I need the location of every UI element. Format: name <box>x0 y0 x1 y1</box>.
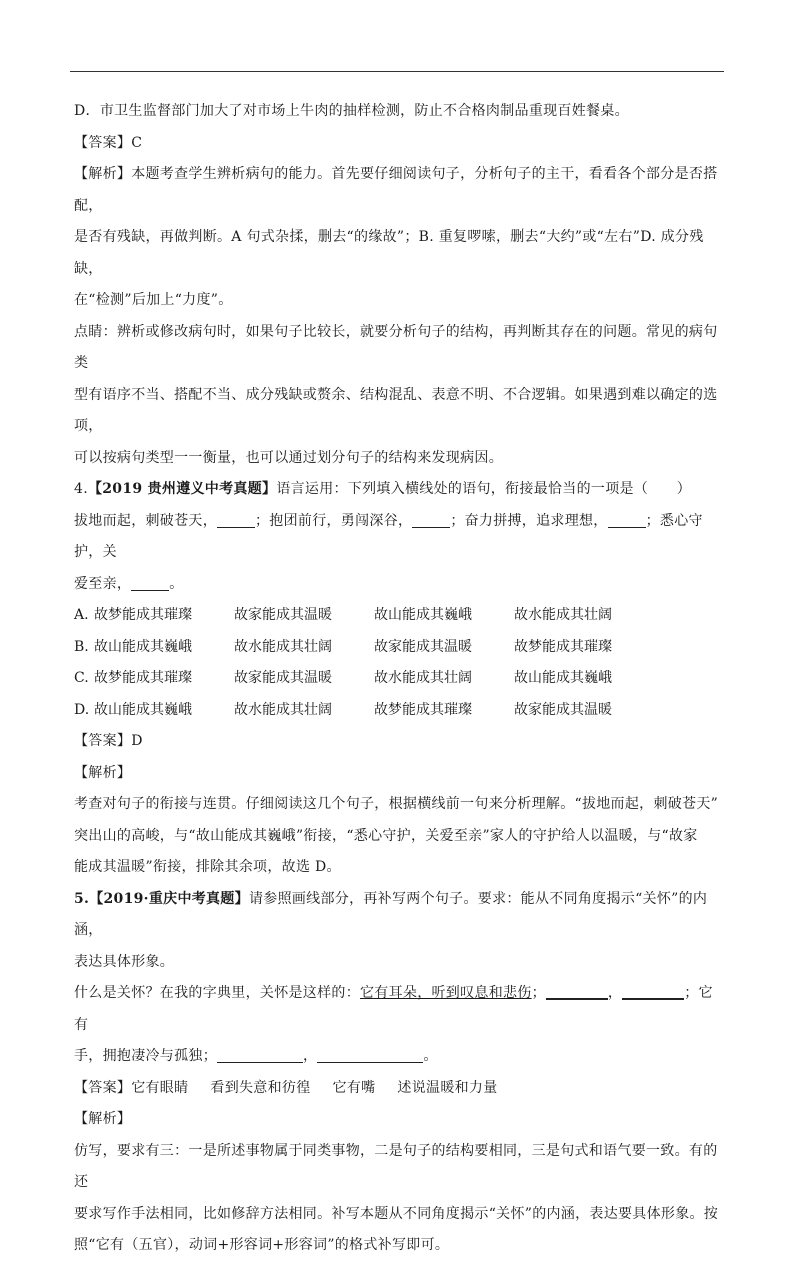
q5-stem <box>74 884 722 947</box>
q4-blank-1[interactable] <box>217 513 255 528</box>
q5-analysis-title: 【解析】 <box>74 1111 132 1127</box>
q5-passage-line: 什么是关怀？在我的字典里，关怀是这样的：它有耳朵，听到叹息和悲伤； ， ；它有 <box>74 985 713 1033</box>
q4-option-b[interactable]: B. 故山能成其巍峨 故水能成其壮阔 故家能成其温暖 故梦能成其璀璨 <box>74 632 722 664</box>
q5-blank-3[interactable] <box>217 1048 303 1063</box>
option-item: 故山能成其巍峨 <box>94 701 192 718</box>
q5-stem-line: 表达具体形象。 <box>74 953 175 970</box>
answer-part: 它有嘴 <box>332 1079 376 1096</box>
q5-analysis-line: 仿写，要求有三：一是所述事物属于同类事物，二是句子的结构要相同，三是句式和语气要一致。有的还 <box>74 1142 718 1190</box>
q5-answer: 【答案】它有眼睛 看到失意和彷徨 它有嘴 述说温暖和力量 <box>74 1073 722 1105</box>
q5-analysis-line: 照“它有（五官），动词+形容词+形容词”的格式补写即可。 <box>74 1237 450 1253</box>
answer-part: 它有眼睛 <box>131 1079 189 1096</box>
option-item: 故家能成其温暖 <box>234 670 332 686</box>
option-item: 故山能成其巍峨 <box>514 670 612 686</box>
q5-blank-4[interactable] <box>317 1048 423 1063</box>
q5-source: 【2019·重庆中考真题】 <box>89 890 249 907</box>
option-item: 故梦能成其璀璨 <box>514 638 612 655</box>
q4-stem-text: 语言运用：下列填入横线处的语句，衔接最恰当的一项是（ ） <box>276 481 692 497</box>
option-item: 故水能成其壮阔 <box>514 607 612 623</box>
q4-analysis-line: 突出山的高峻，与“故山能成其巍峨”衔接，“悉心守护，关爱至亲”家人的守护给人以温暖，与“故家 <box>74 827 698 844</box>
q5-passage-line: 手，拥抱凄冷与孤独； ， 。 <box>74 1048 438 1064</box>
q4-blank-3[interactable] <box>608 513 646 528</box>
q4-source: 【2019 贵州遵义中考真题】 <box>87 481 277 497</box>
option-item: 故梦能成其璀璨 <box>94 607 192 623</box>
q5-blank-2[interactable] <box>622 984 684 1000</box>
q4-analysis-title: 【解析】 <box>74 764 132 781</box>
q4-analysis-line: 能成其温暖”衔接，排除其余项，故选 D。 <box>74 859 341 875</box>
option-item: 故水能成其壮阔 <box>374 670 472 686</box>
option-item: 故水能成其壮阔 <box>234 638 332 655</box>
q5-analysis-line: 要求写作手法相同，比如修辞方法相同。补写本题从不同角度揭示“关怀”的内涵，表达要具体形象。按 <box>74 1205 719 1222</box>
q4-option-a[interactable]: A. 故梦能成其璀璨 故家能成其温暖 故山能成其巍峨 故水能成其壮阔 <box>74 600 722 632</box>
q4-answer: 【答案】D <box>74 733 143 749</box>
q3-analysis-line: 是否有残缺，再做判断。A 句式杂揉，删去“的缘故”；B. 重复啰嗦，删去“大约”或“左右”D. 成分残缺， <box>74 229 704 277</box>
q3-tip-line: 型有语序不当、搭配不当、成分残缺或赘余、结构混乱、表意不明、不合逻辑。如果遇到难以确定的选项， <box>74 386 718 434</box>
option-item: 故水能成其壮阔 <box>234 701 332 718</box>
option-item: 故家能成其温暖 <box>514 701 612 718</box>
q4-passage-line: 爱至亲， 。 <box>74 575 184 592</box>
q5-number: 5. <box>74 890 90 907</box>
q3-analysis-line: 【解析】本题考查学生辨析病句的能力。首先要仔细阅读句子，分析句子的主干，看看各个部分是否搭配， <box>74 166 718 214</box>
q4-analysis-line: 考查对句子的衔接与连贯。仔细阅读这几个句子，根据横线前一句来分析理解。“拔地而起，刺破苍天” <box>74 796 719 812</box>
option-item: 故山能成其巍峨 <box>94 638 192 655</box>
q4-passage-line: 拔地而起，刺破苍天， ；抱团前行，勇闯深谷， ；奋力拼搏，追求理想， ；悉心守护，关 <box>74 512 703 560</box>
q4-stem <box>74 474 722 506</box>
q5-underlined-example: 它有耳朵，听到叹息和悲伤 <box>360 985 532 1001</box>
answer-part: 述说温暖和力量 <box>397 1079 498 1096</box>
q4-number: 4. <box>74 481 88 497</box>
option-item: 故山能成其巍峨 <box>374 607 472 623</box>
document-page <box>74 96 722 1262</box>
q3-analysis-line: 在“检测”后加上“力度”。 <box>74 292 233 308</box>
option-item: 故梦能成其璀璨 <box>94 670 192 686</box>
q5-blank-1[interactable] <box>546 984 608 1000</box>
q4-blank-2[interactable] <box>412 513 450 528</box>
option-item: 故家能成其温暖 <box>234 607 332 623</box>
answer-part: 看到失意和彷徨 <box>210 1079 311 1096</box>
q4-option-d[interactable]: D. 故山能成其巍峨 故水能成其壮阔 故梦能成其璀璨 故家能成其温暖 <box>74 695 722 727</box>
q4-blank-4[interactable] <box>131 576 169 591</box>
q3-option-d: D．市卫生监督部门加大了对市场上牛肉的抽样检测，防止不合格肉制品重现百姓餐桌。 <box>74 103 629 119</box>
option-item: 故梦能成其璀璨 <box>374 701 472 718</box>
header-rule <box>70 71 724 72</box>
q5-stem-text: 请参照画线部分，再补写两个句子。要求：能从不同角度揭示“关怀”的内涵， <box>74 890 708 938</box>
q3-tip-line: 点睛：辨析或修改病句时，如果句子比较长，就要分析句子的结构，再判断其存在的问题。常见的病句类 <box>74 323 718 371</box>
q3-answer: 【答案】C <box>74 134 143 151</box>
option-item: 故家能成其温暖 <box>374 638 472 655</box>
q3-tip-line: 可以按病句类型一一衡量，也可以通过划分句子的结构来发现病因。 <box>74 449 503 466</box>
q4-option-c[interactable]: C. 故梦能成其璀璨 故家能成其温暖 故水能成其壮阔 故山能成其巍峨 <box>74 663 722 695</box>
